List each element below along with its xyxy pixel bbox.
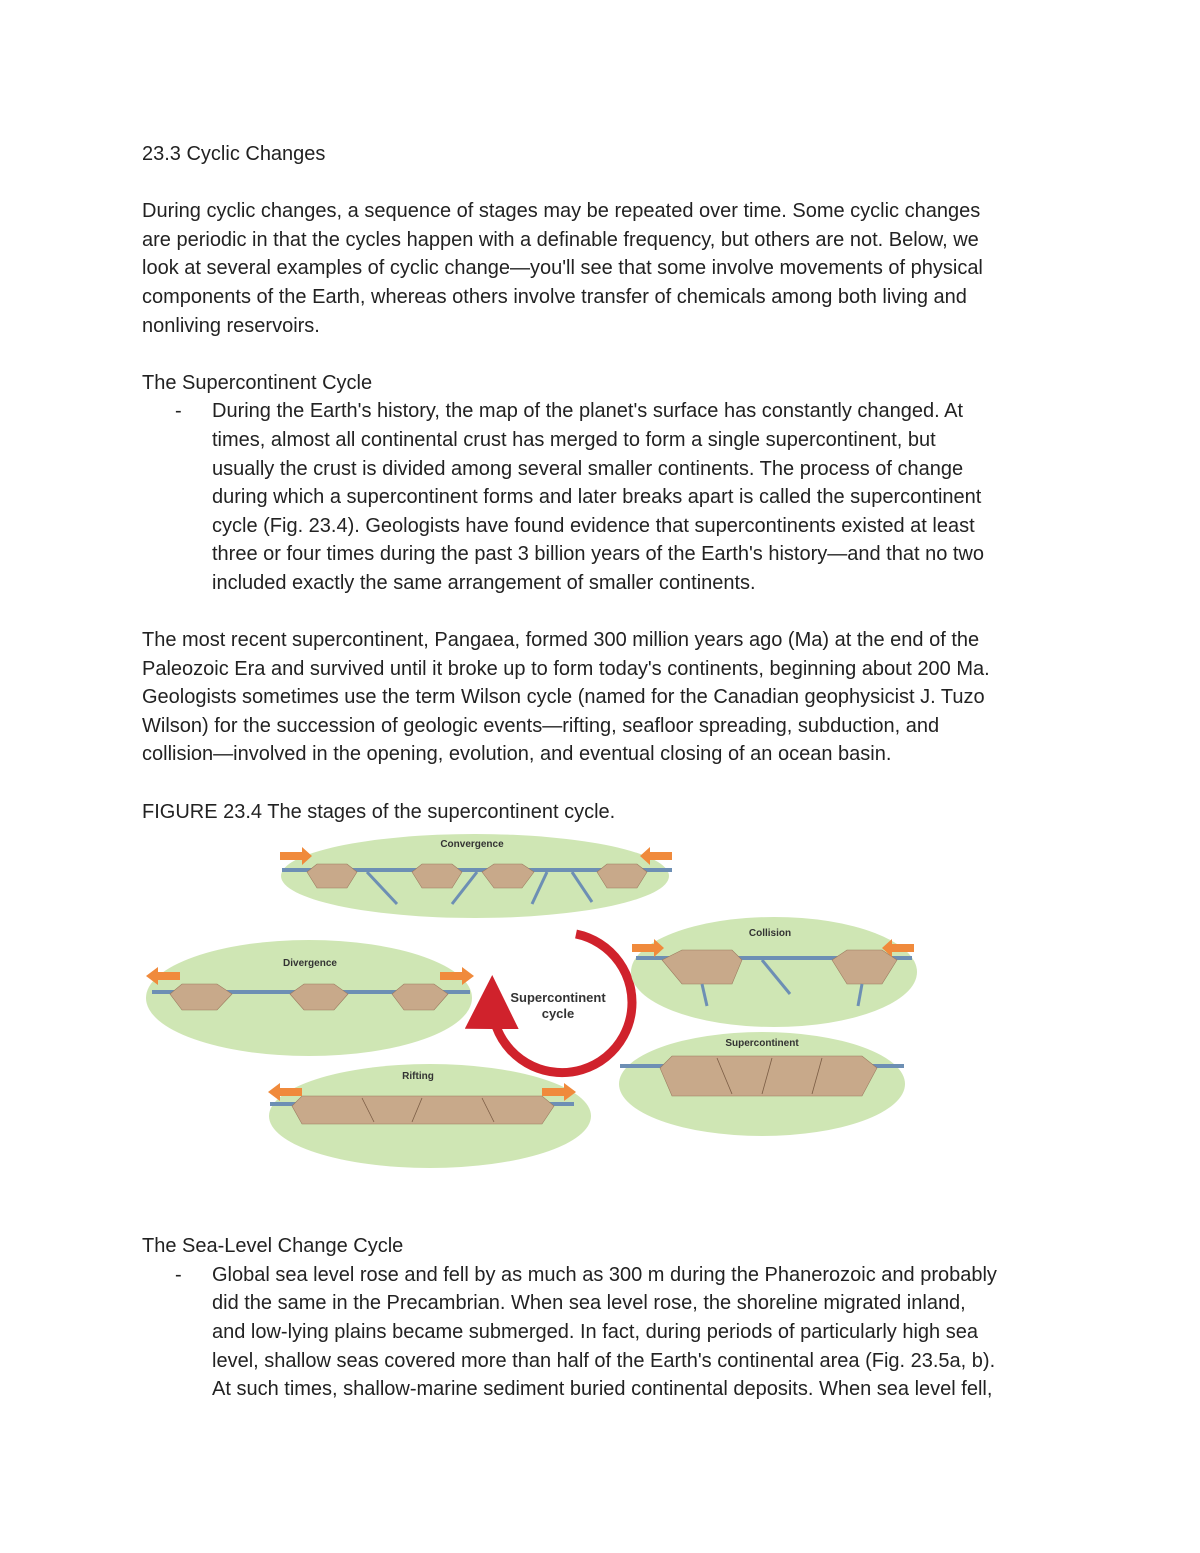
- stage-convergence: [280, 834, 672, 918]
- stage-label: Divergence: [283, 958, 337, 970]
- text-line: collision—involved in the opening, evolution, and eventual closing of an ocean basin.: [142, 743, 892, 766]
- text-line: The most recent supercontinent, Pangaea, formed 300 million years ago (Ma) at the end of the: [142, 629, 980, 652]
- text-line: are periodic in that the cycles happen with a definable frequency, but others are not. Below, we: [142, 228, 979, 251]
- text-line: At such times, shallow-marine sediment buried continental deposits. When sea level fell,: [212, 1378, 993, 1401]
- stage-label: Rifting: [402, 1071, 434, 1083]
- bullet-dash: -: [175, 400, 182, 423]
- text-line: components of the Earth, whereas others involve transfer of chemicals among both living and: [142, 285, 967, 308]
- text-line: and low-lying plains became submerged. In fact, during periods of particularly high sea: [212, 1321, 978, 1344]
- stage-label: Supercontinent: [725, 1038, 799, 1050]
- sealevel-heading: The Sea-Level Change Cycle: [142, 1235, 404, 1258]
- stage-collision: [631, 917, 917, 1027]
- text-line: During the Earth's history, the map of the planet's surface has constantly changed. At: [212, 400, 964, 423]
- text-line: Geologists sometimes use the term Wilson cycle (named for the Canadian geophysicist J. Tuzo: [142, 686, 985, 709]
- text-line: times, almost all continental crust has merged to form a single supercontinent, but: [212, 428, 936, 451]
- text-line: did the same in the Precambrian. When sea level rose, the shoreline migrated inland,: [212, 1292, 966, 1315]
- text-line: usually the crust is divided among several smaller continents. The process of change: [212, 457, 964, 480]
- text-line: During cyclic changes, a sequence of stages may be repeated over time. Some cyclic changes: [142, 200, 981, 223]
- stage-label: Collision: [748, 928, 792, 940]
- text-line: Wilson) for the succession of geologic events—rifting, seafloor spreading, subduction, and: [142, 714, 940, 737]
- pangaea-paragraph: [142, 626, 1072, 769]
- text-line: Paleozoic Era and survived until it broke up to form today's continents, beginning about 200 Ma.: [142, 657, 990, 680]
- intro-paragraph: [142, 197, 1072, 340]
- text-line: during which a supercontinent forms and later breaks apart is called the supercontinent: [212, 486, 982, 509]
- supercontinent-bullet: [142, 397, 1072, 597]
- stage-divergence: [146, 940, 474, 1056]
- cycle-diagram: [142, 834, 1072, 1180]
- cycle-center: [492, 934, 632, 1073]
- center-label: cycle: [541, 1006, 575, 1022]
- center-label: Supercontinent: [510, 990, 606, 1006]
- text-line: included exactly the same arrangement of smaller continents.: [212, 571, 756, 594]
- figure-caption: FIGURE 23.4 The stages of the supercontinent cycle.: [142, 800, 616, 823]
- stage-label: Convergence: [440, 839, 504, 851]
- document-page: [142, 140, 1072, 1404]
- stage-supercontinent: [619, 1032, 905, 1136]
- section-title: 23.3 Cyclic Changes: [142, 143, 326, 165]
- sealevel-bullet: [142, 1261, 1072, 1404]
- text-line: cycle (Fig. 23.4). Geologists have found evidence that supercontinents existed at least: [212, 514, 975, 537]
- stage-rifting: [268, 1064, 591, 1168]
- text-line: look at several examples of cyclic change—you'll see that some involve movements of physical: [142, 257, 983, 280]
- supercontinent-cycle-figure: [142, 834, 1072, 1180]
- supercontinent-heading: The Supercontinent Cycle: [142, 371, 373, 394]
- text-line: Global sea level rose and fell by as much as 300 m during the Phanerozoic and probably: [212, 1263, 997, 1286]
- text-line: three or four times during the past 3 billion years of the Earth's history—and that no two: [212, 543, 985, 566]
- text-line: level, shallow seas covered more than half of the Earth's continental area (Fig. 23.5a, b).: [212, 1349, 996, 1372]
- text-line: nonliving reservoirs.: [142, 314, 320, 337]
- bullet-dash: -: [175, 1263, 182, 1286]
